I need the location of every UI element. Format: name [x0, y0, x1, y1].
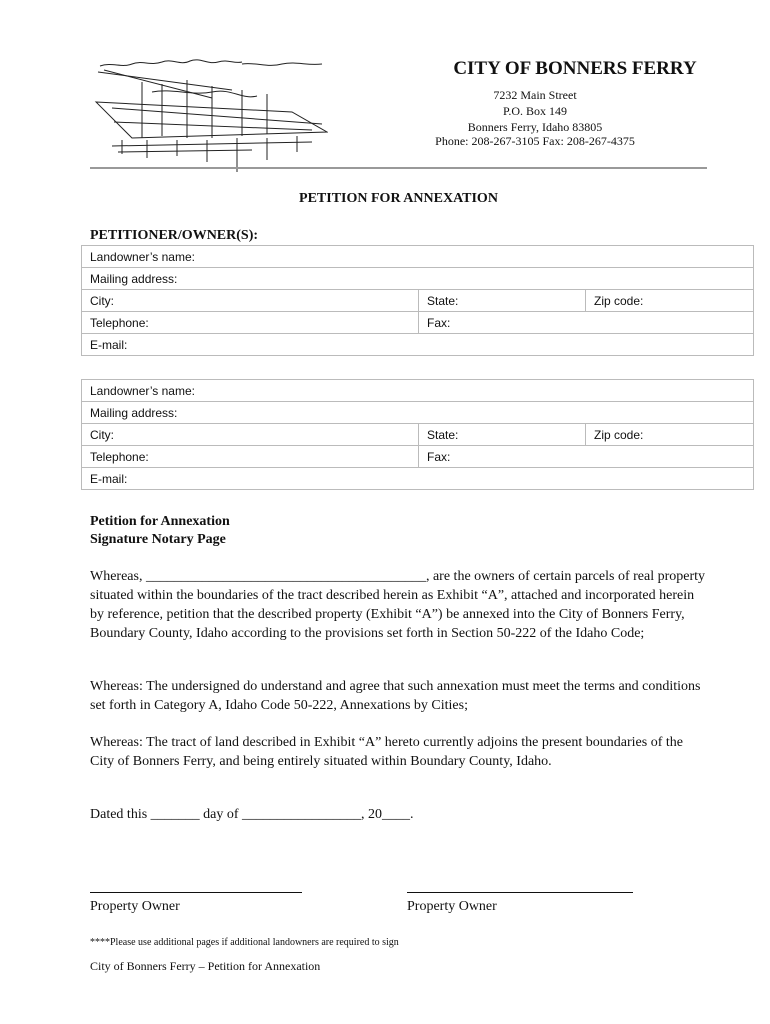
document-title: PETITION FOR ANNEXATION — [299, 191, 498, 206]
signature-line-right[interactable] — [407, 892, 633, 893]
zip-code-field[interactable]: Zip code: — [586, 424, 754, 446]
owner-form-2 — [81, 379, 754, 490]
city-field[interactable]: City: — [82, 424, 419, 446]
address-line-po-box: P.O. Box 149 — [502, 104, 567, 118]
signature-label-right: Property Owner — [407, 899, 497, 914]
notary-heading-2: Signature Notary Page — [90, 532, 226, 547]
telephone-field[interactable]: Telephone: — [82, 312, 419, 334]
dated-line: Dated this _______ day of _________________, 20____. — [90, 807, 414, 822]
header-divider — [90, 167, 707, 169]
owner-form-1 — [81, 245, 754, 356]
address-line-city-state: Bonners Ferry, Idaho 83805 — [467, 120, 603, 134]
additional-pages-note: ****Please use additional pages if additional landowners are required to sign — [90, 937, 399, 948]
mailing-address-field[interactable]: Mailing address: — [82, 402, 754, 424]
signature-label-left: Property Owner — [90, 899, 180, 914]
fax-field[interactable]: Fax: — [419, 446, 754, 468]
page-footer: City of Bonners Ferry – Petition for Annexation — [90, 959, 321, 973]
mailing-address-field[interactable]: Mailing address: — [82, 268, 754, 290]
city-field[interactable]: City: — [82, 290, 419, 312]
email-field[interactable]: E-mail: — [82, 468, 754, 490]
whereas-paragraph-3: Whereas: The tract of land described in Exhibit “A” hereto currently adjoins the present boundaries of the City of Bonners Ferry, and being entirely situated within Boundary County, Idaho. — [90, 735, 683, 769]
signature-line-left[interactable] — [90, 892, 302, 893]
city-logo-sketch — [92, 52, 328, 174]
whereas-paragraph-1: Whereas, ________________________________________, are the owners of certain parcels of real property situated within the boundaries of the tract described herein as Exhibit “A”, attached and incorporated herein by reference, petition that the described property (Exhibit “A”) be annexed into the City of Bonners Ferry, Boundary County, Idaho according to the provisions set forth in Section 50-222 of the Idaho Code; — [90, 569, 706, 641]
landowner-name-field[interactable]: Landowner’s name: — [82, 380, 754, 402]
telephone-field[interactable]: Telephone: — [82, 446, 419, 468]
petitioners-section-label: PETITIONER/OWNER(S): — [90, 228, 259, 243]
state-field[interactable]: State: — [419, 424, 586, 446]
fax-field[interactable]: Fax: — [419, 312, 754, 334]
city-name-heading: CITY OF BONNERS FERRY — [453, 58, 697, 79]
email-field[interactable]: E-mail: — [82, 334, 754, 356]
landowner-name-field[interactable]: Landowner’s name: — [82, 246, 754, 268]
phone-fax-line: Phone: 208-267-3105 Fax: 208-267-4375 — [435, 134, 635, 148]
address-line-street: 7232 Main Street — [493, 88, 577, 102]
state-field[interactable]: State: — [419, 290, 586, 312]
whereas-paragraph-2: Whereas: The undersigned do understand and agree that such annexation must meet the terms and conditions set forth in Category A, Idaho Code 50-222, Annexations by Cities; — [90, 679, 701, 713]
zip-code-field[interactable]: Zip code: — [586, 290, 754, 312]
notary-heading-1: Petition for Annexation — [90, 514, 230, 529]
